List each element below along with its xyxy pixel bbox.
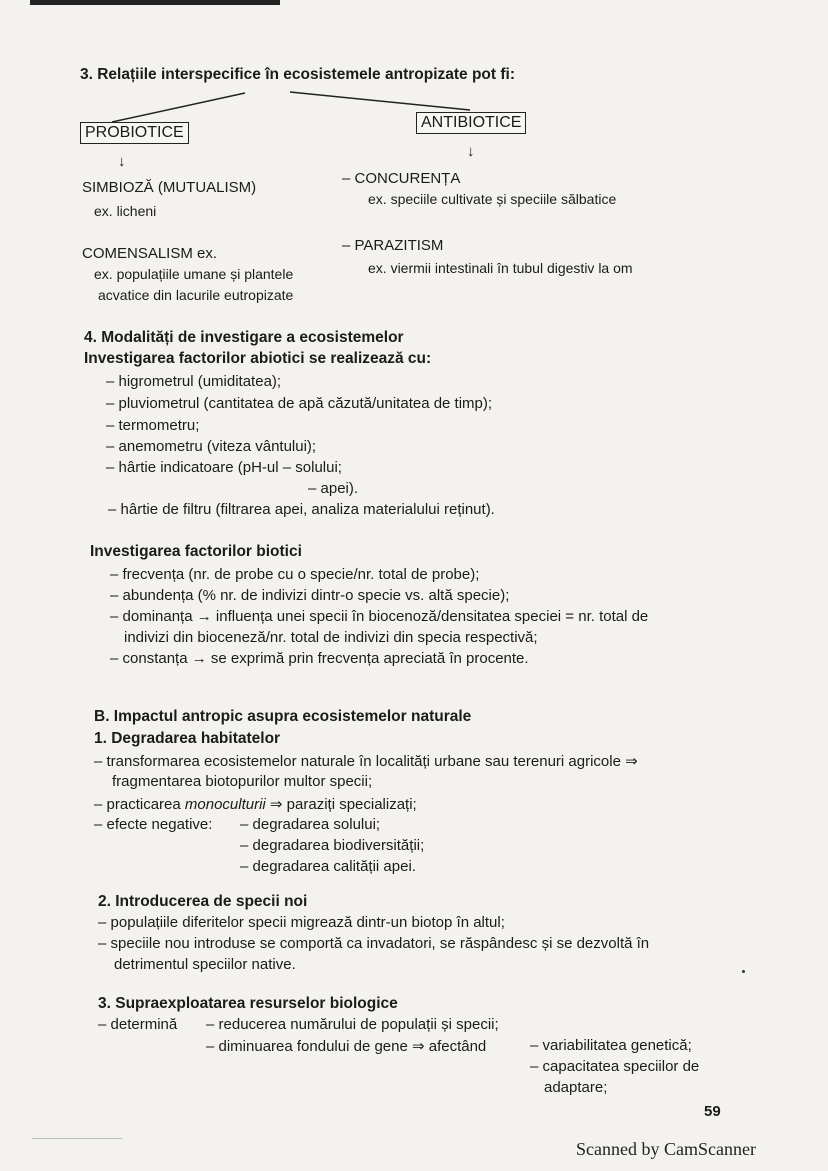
comensalism-example-line2: acvatice din lacurile eutropizate [98, 287, 294, 303]
abiotic-item: – higrometrul (umiditatea); [106, 373, 282, 390]
sectionB-sub1: 1. Degradarea habitatelor [94, 730, 281, 747]
specii-noi-item: – populațiile diferitelor specii migrează dintr-un biotop în altul; [98, 914, 505, 931]
concurenta-term: – CONCURENȚA [342, 170, 461, 187]
scanner-watermark: Scanned by CamScanner [576, 1139, 756, 1159]
biotic-item: – abundența (% nr. de indivizi dintr-o specie vs. altă specie); [110, 587, 510, 604]
biotic-item: indivizi din bioceneză/nr. total de indivizi din specia respectivă; [124, 629, 538, 646]
concurenta-example: ex. speciile cultivate și speciile sălbatice [368, 191, 617, 207]
abiotic-item: – termometru; [106, 417, 200, 434]
parazitism-term: – PARAZITISM [342, 237, 444, 254]
efecte-item: – degradarea calității apei. [240, 858, 416, 875]
top-edge-line [30, 0, 280, 5]
bottom-edge-line [32, 1138, 122, 1139]
supraexploatare-item: – reducerea numărului de populații și specii; [206, 1016, 499, 1033]
monocultura-item [94, 795, 417, 813]
afect-item: adaptare; [544, 1079, 608, 1096]
efecte-item: – degradarea solului; [240, 816, 381, 833]
biotic-item: – constanța → se exprimă prin frecvența apreciată în procente. [110, 650, 529, 667]
sectionB-sub3: 3. Supraexploatarea resurselor biologice [98, 995, 398, 1012]
sectionB-title: B. Impactul antropic asupra ecosistemelor naturale [94, 708, 472, 725]
efecte-item: – degradarea biodiversității; [240, 837, 425, 854]
page-number: 59 [704, 1103, 721, 1120]
antibiotice-arrow: ↓ [467, 143, 475, 160]
abiotic-item: – hârtie indicatoare (pH-ul – solului; [106, 459, 342, 476]
speck [742, 970, 745, 973]
comensalism-term: COMENSALISM ex. [82, 245, 218, 262]
degradare-item: – transformarea ecosistemelor naturale în localități urbane sau terenuri agricole ⇒ [94, 753, 638, 770]
abiotic-item: – hârtie de filtru (filtrarea apei, analiza materialului reținut). [108, 501, 495, 518]
monocultura-post: ⇒ paraziți specializați; [265, 796, 417, 813]
abiotic-item: – apei). [308, 480, 359, 497]
simbioza-example: ex. licheni [94, 203, 157, 219]
supraexploatare-item: – diminuarea fondului de gene ⇒ afectând [206, 1038, 487, 1055]
biotic-item: – frecvența (nr. de probe cu o specie/nr. total de probe); [110, 566, 480, 583]
monocultura-em: monoculturii [184, 796, 266, 813]
comensalism-example-line1: ex. populațiile umane și plantele [94, 266, 294, 282]
abiotic-title: Investigarea factorilor abiotici se realizează cu: [84, 350, 432, 367]
sectionB-sub2: 2. Introducerea de specii noi [98, 893, 308, 910]
specii-noi-item: detrimentul speciilor native. [114, 956, 296, 973]
simbioza-term: SIMBIOZĂ (MUTUALISM) [82, 179, 257, 196]
biotic-title: Investigarea factorilor biotici [90, 543, 302, 560]
monocultura-pre: – practicarea [94, 796, 185, 813]
biotic-item: – dominanța → influența unei specii în biocenoză/densitatea speciei = nr. total de [110, 608, 649, 625]
probiotice-box: PROBIOTICE [80, 122, 189, 144]
determina-label: – determină [98, 1016, 178, 1033]
specii-noi-item: – speciile nou introduse se comportă ca invadatori, se răspândesc și se dezvoltă în [98, 935, 650, 952]
afect-item: – variabilitatea genetică; [530, 1037, 692, 1054]
section3-title: 3. Relațiile interspecifice în ecosistemele antropizate pot fi: [80, 66, 515, 83]
abiotic-item: – pluviometrul (cantitatea de apă căzută/unitatea de timp); [106, 395, 493, 412]
probiotice-arrow: ↓ [118, 153, 126, 170]
abiotic-item: – anemometru (viteza vântului); [106, 438, 317, 455]
degradare-item: fragmentarea biotopurilor multor specii; [112, 773, 373, 790]
antibiotice-box: ANTIBIOTICE [416, 112, 526, 134]
efecte-label: – efecte negative: [94, 816, 213, 833]
parazitism-example: ex. viermii intestinali în tubul digestiv la om [368, 260, 633, 276]
section4-title: 4. Modalități de investigare a ecosistemelor [84, 329, 404, 346]
afect-item: – capacitatea speciilor de [530, 1058, 700, 1075]
